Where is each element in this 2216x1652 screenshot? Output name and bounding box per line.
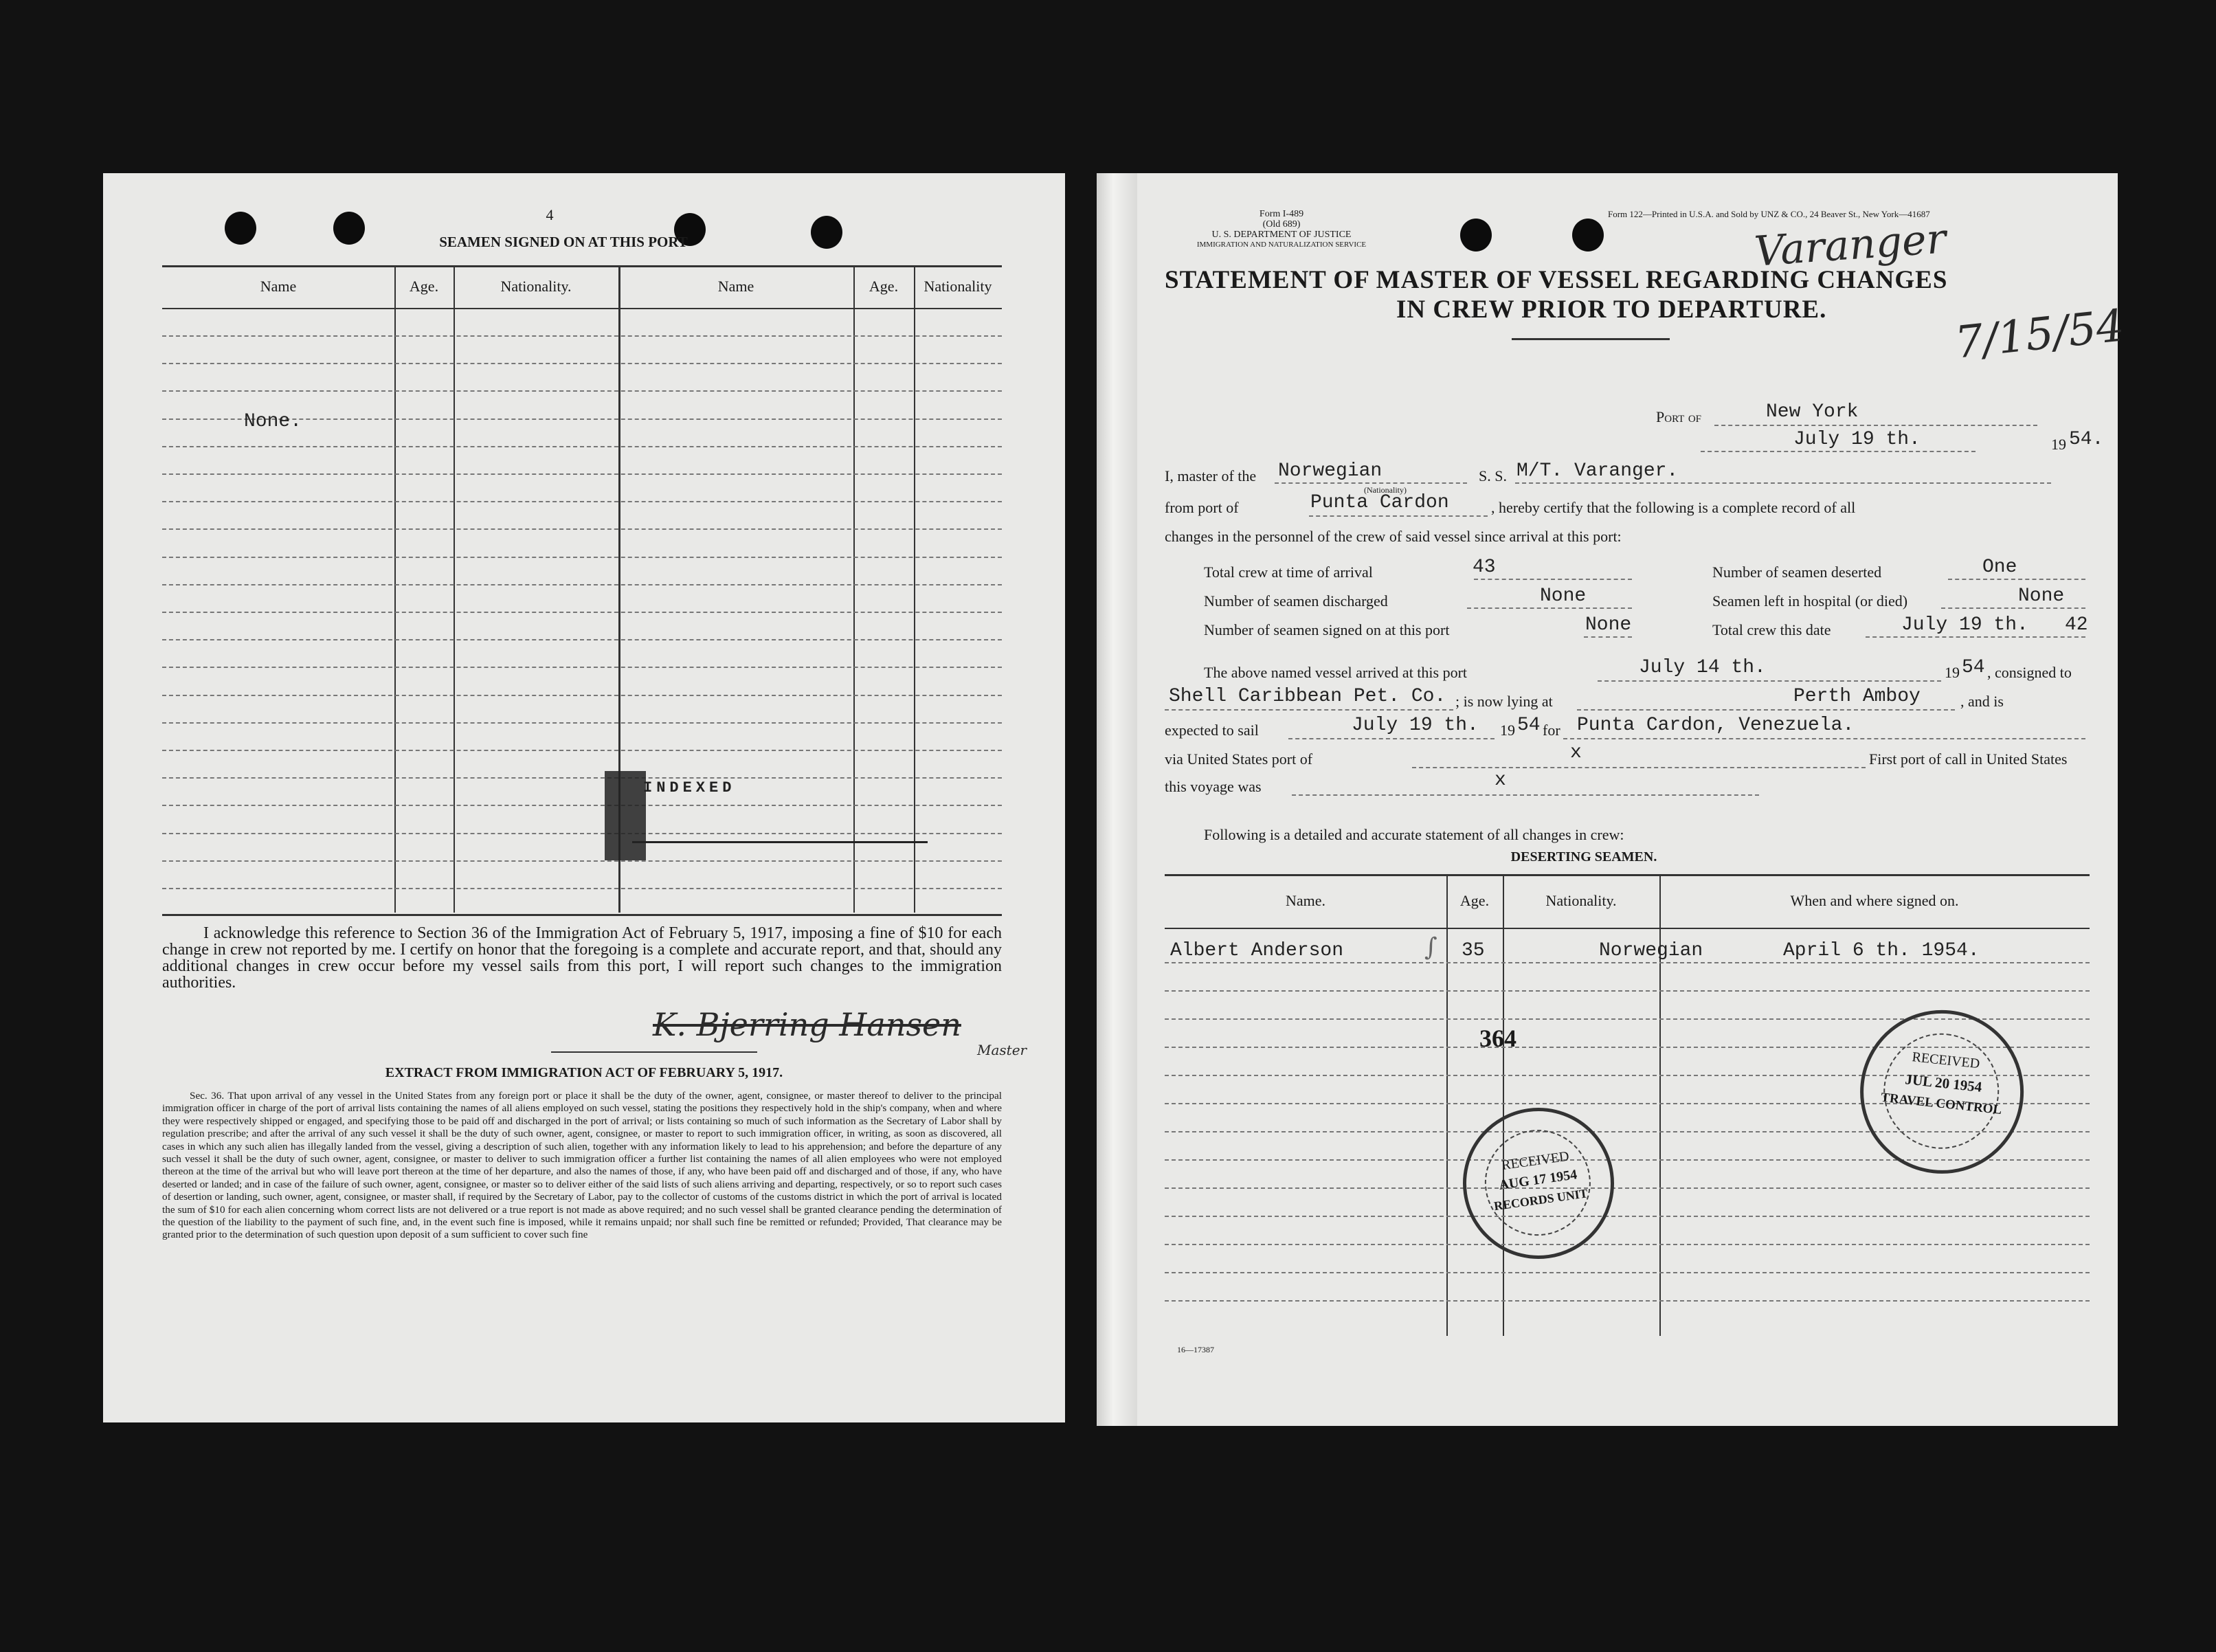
signed-label: Number of seamen signed on at this port [1204, 621, 1450, 638]
col-name-1: Name [260, 278, 297, 295]
ruled-line [1165, 1216, 2090, 1217]
none-entry: None. [244, 411, 302, 432]
expected-value: July 19 th. [1352, 715, 1479, 736]
hospital-label: Seamen left in hospital (or died) [1712, 592, 1908, 610]
consignee-value: Shell Caribbean Pet. Co. [1169, 686, 1446, 707]
year-suffix: 54. [2069, 429, 2104, 450]
signature-title: Master [977, 1042, 1027, 1058]
changes-text: changes in the personnel of the crew of said vessel since arrival at this port: [1165, 528, 1622, 545]
deserter-age: 35 [1462, 940, 1485, 961]
ruled-line [162, 363, 1002, 364]
ruled-line [1165, 1272, 2090, 1273]
punch-hole [225, 212, 256, 245]
book-spine [1097, 173, 1138, 1426]
punch-hole [811, 216, 842, 249]
col-age-2: Age. [869, 278, 899, 295]
col-signed-on: When and where signed on. [1790, 892, 1959, 909]
master-signature: K. Bjerring Hansen [653, 1006, 961, 1043]
port-value: New York [1766, 401, 1859, 423]
ruled-line [1165, 990, 2090, 992]
expected-year-prefix: 19 [1500, 722, 1515, 739]
ruled-line [162, 390, 1002, 392]
total-date-value: July 19 th. [1901, 614, 2028, 636]
ruled-line [162, 750, 1002, 751]
left-heading: SEAMEN SIGNED ON AT THIS PORT [439, 234, 688, 250]
footer-code: 16—17387 [1177, 1345, 1214, 1354]
deserted-value: One [1982, 557, 2017, 578]
total-date-count: 42 [2065, 614, 2088, 636]
expected-label: expected to sail [1165, 722, 1259, 739]
ruled-line [162, 695, 1002, 696]
form-title-line1: STATEMENT OF MASTER OF VESSEL REGARDING CHANGES [1165, 266, 1948, 294]
nationality-value: Norwegian [1278, 460, 1383, 482]
deserted-label: Number of seamen deserted [1712, 563, 1882, 581]
following-text: Following is a detailed and accurate statement of all changes in crew: [1204, 826, 1624, 843]
extract-text: Sec. 36. That upon arrival of any vessel in the United States from any foreign port or place it shall be the duty of the owner, agent, consignee, or master thereof to deliver to the principal immigration officer in charge of the port of arrival lists containing the names of all aliens employed on such vessel, stating the positions they respectively hold in the ship's company, when and where they were respectively shipped or engaged, and specifying those to be paid off and discharged in the port of arrival; or lists containing so much of such information as the Secretary of Labor shall by regulation prescribe; and after the arrival of any such vessel it shall be the duty of such owner, agent, consignee, or master to report to such immigration officer, in writing, as soon as discovered, all cases in which any such alien has illegally landed from the vessel, giving a description of such alien, together with any information likely to lead to his apprehension; and before the departure of any such vessel it shall be the duty of such owner, agent, consignee, or master to deliver to such immigration officer a further list containing the names of all alien employees who were not employed thereon at the time of the arrival but who will leave port thereon at the time of her departure, and also the names of those, if any, who have been paid off and discharged and of those, if any, who have deserted or landed; and in case of the failure of such owner, agent, consignee, or master so to deliver either of the said lists of such aliens arriving and departing, respectively, or so to report such cases of desertion or landing, such owner, agent, consignee, or master shall, if required by the Secretary of Labor, pay to the collector of customs of the customs district in which the port of arrival is located the sum of $10 for each alien concerning whom correct lists are not delivered or a true report is not made as above required; and no such vessel shall be granted clearance pending the determination of the question of the liability to the payment of such fine, and, in the event such fine is imposed, while it remains unpaid; nor shall such fine be remitted or refunded; Provided, That clearance may be granted prior to the determination of such question upon deposit of a sum sufficient to cover such fine [162, 1090, 1002, 1241]
arrived-year-prefix: 19 [1945, 664, 1960, 681]
ruled-line [1165, 1300, 2090, 1302]
date-value: July 19 th. [1793, 429, 1921, 450]
form-number: Form I-489 (Old 689) U. S. DEPARTMENT OF JUSTICE IMMIGRATION AND NATURALIZATION SERVICE [1196, 209, 1367, 249]
left-page [103, 173, 1065, 1422]
col-nationality-1: Nationality. [500, 278, 572, 295]
handwritten-vessel-name: Varanger [1752, 214, 1948, 276]
consigned-label: , consigned to [1987, 664, 2072, 681]
ss-label: S. S. [1479, 467, 1507, 484]
lying-label: ; is now lying at [1455, 693, 1553, 710]
ruled-line [1165, 1244, 2090, 1245]
via-value: x [1570, 742, 1582, 763]
voyage-value: x [1495, 770, 1506, 791]
received-travel-control-stamp: RECEIVED JUL 20 1954 TRAVEL CONTROL [1852, 1002, 2033, 1183]
ruled-line [162, 557, 1002, 558]
voyage-label: this voyage was [1165, 778, 1262, 795]
arrived-value: July 14 th. [1639, 657, 1766, 678]
ruled-line [162, 335, 1002, 337]
vessel-value: M/T. Varanger. [1516, 460, 1679, 482]
handwritten-mark: ∫ [1424, 933, 1437, 961]
port-label: Port of [1656, 408, 1702, 425]
marginal-number: 364 [1479, 1025, 1516, 1052]
col-name-2: Name [717, 278, 754, 295]
ruled-line [162, 446, 1002, 447]
expected-year: 54 [1517, 715, 1541, 736]
destination-value: Punta Cardon, Venezuela. [1577, 715, 1855, 736]
total-date-label: Total crew this date [1712, 621, 1831, 638]
arrived-label: The above named vessel arrived at this port [1204, 664, 1468, 681]
master-label: I, master of the [1165, 467, 1257, 484]
discharged-label: Number of seamen discharged [1204, 592, 1388, 610]
deserter-nationality: Norwegian [1599, 940, 1703, 961]
ruled-line [162, 639, 1002, 640]
from-label: from port of [1165, 499, 1239, 516]
certify-text: , hereby certify that the following is a complete record of all [1491, 499, 1856, 516]
extract-heading: EXTRACT FROM IMMIGRATION ACT OF FEBRUARY 5, 1917. [385, 1065, 783, 1080]
ruled-line [162, 612, 1002, 613]
from-value: Punta Cardon [1310, 492, 1449, 513]
arrived-year: 54 [1962, 657, 1985, 678]
via-label: via United States port of [1165, 750, 1313, 768]
ruled-line [162, 473, 1002, 475]
for-label: for [1543, 722, 1560, 739]
col-age-1: Age. [409, 278, 439, 295]
received-records-stamp: RECEIVED AUG 17 1954 RECORDS UNIT [1453, 1098, 1624, 1269]
and-is-label: , and is [1960, 693, 2004, 710]
nationality-caption: (Nationality) [1364, 485, 1407, 495]
first-port-label: First port of call in United States [1869, 750, 2068, 768]
col-name: Name. [1285, 892, 1326, 909]
ruled-line [162, 667, 1002, 668]
punch-hole [1460, 219, 1492, 252]
printer-line: Form 122—Printed in U.S.A. and Sold by UNZ & CO., 24 Beaver St., New York—41687 [1608, 209, 1930, 219]
acknowledgement-text: I acknowledge this reference to Section 36 of the Immigration Act of February 5, 1917, imposing a fine of $10 for each change in crew not reported by me. I certify on honor that the foregoing is a complete and accurate report, and that, should any additional changes in crew occur before my vessel sails from this port, I will report such changes to the immigration authorities. [162, 924, 1002, 992]
deserter-signed-on: April 6 th. 1954. [1783, 940, 1980, 961]
discharged-value: None [1540, 585, 1587, 607]
deserting-heading: DESERTING SEAMEN. [1510, 849, 1657, 864]
ruled-line [162, 722, 1002, 724]
col-nationality: Nationality. [1545, 892, 1617, 909]
right-page [1137, 173, 2127, 1426]
signed-value: None [1585, 614, 1632, 636]
punch-hole [333, 212, 365, 245]
punch-hole [1572, 219, 1604, 252]
handwritten-date: 7/15/54 [1952, 300, 2127, 369]
hospital-value: None [2018, 585, 2065, 607]
col-nationality-2: Nationality [924, 278, 992, 295]
ruled-line [162, 888, 1002, 889]
indexed-stamp: INDEXED [605, 771, 941, 874]
total-arrival-label: Total crew at time of arrival [1204, 563, 1373, 581]
total-arrival-value: 43 [1473, 557, 1496, 578]
col-age: Age. [1459, 892, 1490, 909]
ruled-line [162, 528, 1002, 530]
form-title-line2: IN CREW PRIOR TO DEPARTURE. [1396, 295, 1827, 324]
ruled-line [162, 501, 1002, 502]
ruled-line [1165, 962, 2090, 963]
year-prefix: 19 [2051, 436, 2066, 453]
page-number: 4 [546, 206, 554, 223]
ruled-line [1165, 1187, 2090, 1189]
lying-value: Perth Amboy [1793, 686, 1921, 707]
deserter-name: Albert Anderson [1170, 940, 1344, 961]
ruled-line [162, 584, 1002, 585]
